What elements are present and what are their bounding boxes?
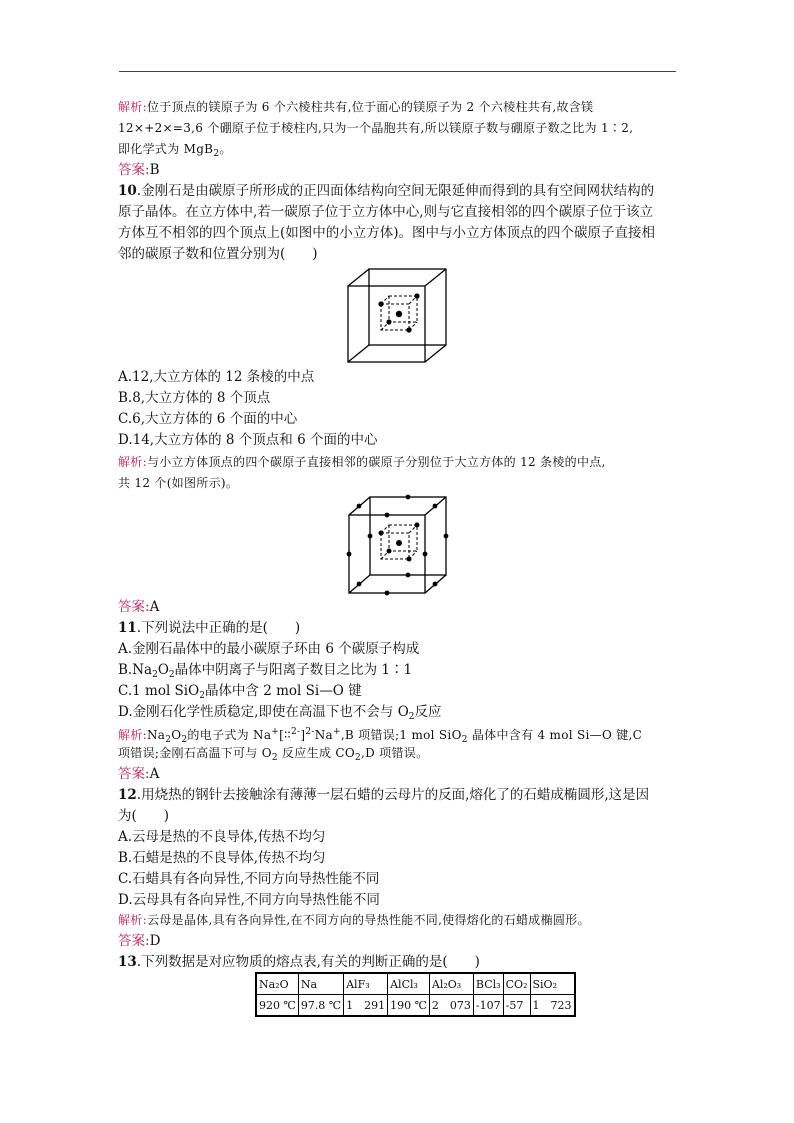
table-cell: 2 073 bbox=[429, 995, 473, 1017]
q10-answer: 答案:A bbox=[118, 599, 160, 615]
q11-option-a: A.金刚石晶体中的最小碳原子环由 6 个碳原子构成 bbox=[118, 641, 420, 657]
q12-option-d: D.云母具有各向异性,不同方向导热性能不同 bbox=[118, 892, 380, 908]
q12-option-c: C.石蜡具有各向异性,不同方向导热性能不同 bbox=[118, 871, 380, 887]
table-header-cell: Al₂O₃ bbox=[429, 973, 473, 995]
melting-point-table bbox=[255, 972, 576, 1017]
q10-analysis-line1: 解析:与小立方体顶点的四个碳原子直接相邻的碳原子分别位于大立方体的 12 条棱的中点, bbox=[118, 455, 606, 469]
table-header-row bbox=[256, 973, 575, 995]
cube-figure-2 bbox=[343, 493, 451, 598]
q10-option-c: C.6,大立方体的 6 个面的中心 bbox=[118, 411, 298, 427]
table-cell: -107 bbox=[473, 995, 503, 1017]
q11-answer: 答案:A bbox=[118, 766, 160, 782]
table-header-cell: Na₂O bbox=[256, 973, 298, 995]
q10-analysis-line2: 共 12 个(如图所示)。 bbox=[118, 476, 239, 490]
table-cell: -57 bbox=[503, 995, 530, 1017]
analysis-label: 解析: bbox=[118, 100, 147, 114]
q12-analysis: 解析:云母是晶体,具有各向异性,在不同方向的导热性能不同,使得熔化的石蜡成椭圆形。 bbox=[118, 913, 590, 927]
q12-option-b: B.石蜡是热的不良导体,传热不均匀 bbox=[118, 850, 326, 866]
q12-stem-line2: 为( ) bbox=[118, 808, 170, 824]
q11-analysis-line1: 解析$:Na_2O_2$的电子式为 Na+[∶∶$^{2-}$]$^{2-}$Na+,B 项错误;1 mol SiO$_2$ 晶体中含有 4 mol Si—O 键,C bbox=[118, 727, 643, 745]
table-header-cell: SiO₂ bbox=[530, 973, 575, 995]
table-cell: 190 ℃ bbox=[388, 995, 430, 1017]
cube-figure-1 bbox=[345, 266, 449, 366]
table-header-cell: BCl₃ bbox=[473, 973, 503, 995]
table-header-cell: AlCl₃ bbox=[388, 973, 430, 995]
q11-analysis-line2: 项错误;金刚石高温下可与 $O_2$ 反应生成 $CO_2,D$ 项错误。 bbox=[118, 746, 429, 763]
q11-stem: 11.下列说法中正确的是( ) bbox=[118, 620, 301, 636]
table-cell: 920 ℃ bbox=[256, 995, 298, 1017]
q9-analysis-line2: 12×+2×=3,6 个硼原子位于棱柱内,只为一个晶胞共有,所以镁原子数与硼原子数之比为 1∶2, bbox=[118, 121, 634, 135]
q12-answer: 答案:D bbox=[118, 933, 161, 949]
q10-stem-line1: 10.金刚石是由碳原子所形成的正四面体结构向空间无限延伸而得到的具有空间网状结构的 bbox=[118, 183, 655, 199]
q9-analysis-line1: 解析:位于顶点的镁原子为 6 个六棱柱共有,位于面心的镁原子为 2 个六棱柱共有,故含镁 bbox=[118, 100, 594, 114]
q12-option-a: A.云母是热的不良导体,传热不均匀 bbox=[118, 829, 326, 845]
q10-stem-line4: 邻的碳原子数和位置分别为( ) bbox=[118, 246, 318, 262]
question-number: 10 bbox=[118, 183, 137, 199]
q9-answer: 答案:B bbox=[118, 162, 160, 178]
q10-stem-line2: 原子晶体。在立方体中,若一碳原子位于立方体中心,则与它直接相邻的四个碳原子位于该立 bbox=[118, 204, 654, 220]
q10-stem-line3: 方体互不相邻的四个顶点上(如图中的小立方体)。图中与小立方体顶点的四个碳原子直接相 bbox=[118, 225, 656, 241]
table-header-cell: Na bbox=[298, 973, 343, 995]
q11-option-d: D.金刚石化学性质稳定,即使在高温下也不会与 $O_2$反应 bbox=[118, 704, 442, 722]
q10-option-a: A.12,大立方体的 12 条棱的中点 bbox=[118, 369, 315, 385]
table-cell: 97.8 ℃ bbox=[298, 995, 343, 1017]
q12-stem-line1: 12.用烧热的钢针去接触涂有薄薄一层石蜡的云母片的反面,熔化了的石蜡成椭圆形,这是因 bbox=[118, 787, 650, 803]
q9-analysis-line3: 即化学式为 MgB$_2$。 bbox=[118, 142, 232, 159]
q10-option-b: B.8,大立方体的 8 个顶点 bbox=[118, 390, 271, 406]
table-cell: 1 291 bbox=[344, 995, 388, 1017]
q10-option-d: D.14,大立方体的 8 个顶点和 6 个面的中心 bbox=[118, 432, 378, 448]
question-number: 11 bbox=[118, 620, 137, 636]
table-row bbox=[256, 995, 575, 1017]
q11-option-b: $B.Na_2O_2$晶体中阴离子与阳离子数目之比为 1∶1 bbox=[118, 662, 413, 680]
question-number: 12 bbox=[118, 787, 137, 803]
question-number: 13 bbox=[118, 954, 137, 970]
table-header-cell: AlF₃ bbox=[344, 973, 388, 995]
q13-stem: 13.下列数据是对应物质的熔点表,有关的判断正确的是( ) bbox=[118, 954, 480, 970]
q11-option-c: C.1 mol SiO$_2$晶体中含 2 mol Si—O 键 bbox=[118, 683, 362, 701]
table-header-cell: CO₂ bbox=[503, 973, 530, 995]
header-rule bbox=[119, 71, 676, 72]
table-cell: 1 723 bbox=[530, 995, 575, 1017]
